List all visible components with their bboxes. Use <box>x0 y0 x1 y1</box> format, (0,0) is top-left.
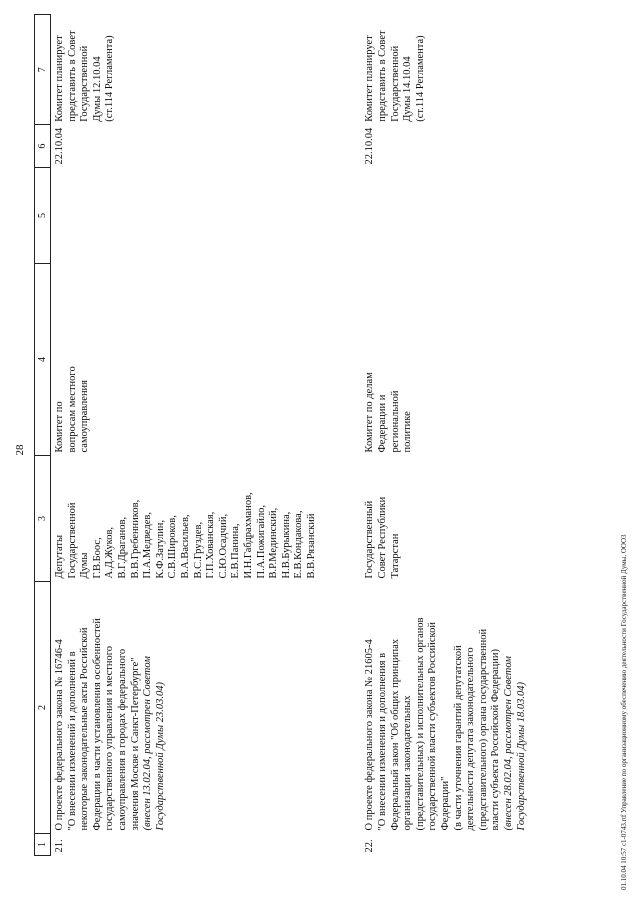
bill-line: Федерации" <box>440 776 452 831</box>
initiator-line: Думы <box>79 552 91 579</box>
plan-line: Комитет планирует <box>364 35 376 122</box>
bill-line: организации законодательных <box>402 695 414 831</box>
initiator-line: В.А.Васильев, <box>179 514 191 579</box>
committee-line: Федерации и <box>377 394 389 453</box>
initiator-line: В.С.Груздев, <box>192 521 204 579</box>
initiator-line: Г.П.Хованская, <box>205 511 217 579</box>
plan-line: представить в Совет <box>377 30 389 122</box>
bill-line: (представительных) и исполнительных органов <box>414 617 426 831</box>
bill-title-cell <box>318 582 528 834</box>
column-header-6: 6 <box>35 125 51 168</box>
footer-note: 01.10.04 10:57 c1-0743.rtf Управление по организационному обеспечению деятельности Государственной Думы, ООО3 <box>620 534 628 890</box>
column-header-2: 2 <box>35 582 51 834</box>
initiator-line: В.В.Рязанский <box>305 513 317 579</box>
bill-line: некоторые законодательные акты Российской <box>79 627 91 831</box>
table-row <box>51 15 319 856</box>
plan-line: Думы 14.10.04 <box>402 56 414 122</box>
initiator-line: П.А.Пожигайло, <box>255 504 267 579</box>
initiator-line: Государственной <box>66 502 78 579</box>
initiator-line: К.Ф.Затулин, <box>154 519 166 579</box>
bill-line: деятельности депутата законодательного <box>465 647 477 831</box>
column-header-3: 3 <box>35 456 51 582</box>
bill-line: значения Москве и Санкт-Петербурге" <box>129 657 141 831</box>
initiator-line: В.Р.Мединский, <box>268 507 280 579</box>
initiator-line: Г.В.Боос, <box>91 537 103 579</box>
bill-line: самоуправления в городах федерального <box>116 648 128 831</box>
initiator-line: В.Г.Драганов, <box>116 516 128 579</box>
bill-line: "О внесении изменения и дополнения в <box>377 652 389 831</box>
plan-cell <box>51 15 319 125</box>
committee-line: Комитет по делам <box>364 372 376 453</box>
initiator-line: С.В.Широков, <box>167 515 179 579</box>
initiator-line: И.Н.Габдрахманов, <box>242 492 254 579</box>
initiator-line: Депутаты <box>54 534 65 579</box>
initiator-line: Е.В.Панина, <box>230 523 242 579</box>
column-header-1: 1 <box>35 834 51 856</box>
bill-line: власти субъекта Российской Федерации) <box>490 649 502 831</box>
date-cell <box>318 125 528 168</box>
initiator-line: С.Ю.Осадчий, <box>217 513 229 579</box>
date: 22.10.04 <box>54 127 65 165</box>
initiator-line: Е.В.Кондакова, <box>293 510 305 579</box>
bill-line: государственной власти субъектов Российской <box>427 622 439 831</box>
bill-title-cell <box>51 582 319 834</box>
column-header-4: 4 <box>35 264 51 456</box>
row-number-cell <box>51 834 319 856</box>
bill-line: (в части уточнения гарантий депутатской <box>452 645 464 831</box>
initiator-line: В.В.Гребенников, <box>129 499 141 579</box>
row-number: 22. <box>364 839 376 853</box>
row-number-cell <box>318 834 528 856</box>
committee-line: Комитет по <box>54 401 65 453</box>
date: 22.10.04 <box>364 127 376 165</box>
empty-cell <box>318 168 528 264</box>
plan-line: Государственной <box>389 45 401 122</box>
bill-line: государственного управления и местного <box>104 645 116 831</box>
plan-line: Государственной <box>79 45 91 122</box>
initiator-line: П.А.Медведев, <box>142 512 154 579</box>
initiator-cell <box>51 456 319 582</box>
initiator-line: А.Д.Жуков, <box>104 526 116 579</box>
initiator-line: Татарстан <box>389 533 401 579</box>
bill_note-line: (внесен 13.02.04, рассмотрен Советом <box>142 656 154 831</box>
date-cell <box>51 125 319 168</box>
bill-line: Федерации в части установления особенностей <box>91 618 103 831</box>
bill-line: (представительного) органа государственной <box>477 628 489 831</box>
table-row <box>318 15 528 856</box>
plan-line: (ст.114 Регламента) <box>104 35 116 122</box>
plan-line: Комитет планирует <box>54 35 65 122</box>
committee-cell <box>51 264 319 456</box>
page-number: 28 <box>14 444 26 456</box>
committee-line: вопросам местного <box>66 366 78 453</box>
bill-line: "О внесении изменений и дополнений в <box>66 651 78 831</box>
committee-line: самоуправления <box>79 379 91 453</box>
column-number-row <box>35 15 51 856</box>
column-header-7: 7 <box>35 15 51 125</box>
plan-line: (ст.114 Регламента) <box>414 35 426 122</box>
plan-line: представить в Совет <box>66 30 78 122</box>
committee-cell <box>318 264 528 456</box>
committee-line: региональной <box>389 390 401 453</box>
empty-cell <box>51 168 319 264</box>
row-number: 21. <box>54 839 65 853</box>
bill_note-line: Государственной Думы 18.03.04) <box>515 682 527 831</box>
plan-cell <box>318 15 528 125</box>
bill_note-line: (внесен 28.02.04, рассмотрен Советом <box>503 656 514 831</box>
bill_note-line: Государственной Думы 23.03.04) <box>154 682 166 831</box>
committee-line: политике <box>402 411 414 453</box>
bill-line: Федеральный закон "Об общих принципах <box>389 638 401 831</box>
bill-line: О проекте федерального закона № 21605-4 <box>364 639 376 831</box>
initiator-line: Совет Республики <box>377 496 389 579</box>
initiator-line: Н.В.Бурыкина, <box>280 511 292 579</box>
initiator-line: Государственный <box>364 500 376 579</box>
bill-line: О проекте федерального закона № 16746-4 <box>54 639 65 831</box>
bills-table <box>34 14 528 856</box>
initiator-cell <box>318 456 528 582</box>
plan-line: Думы 12.10.04 <box>91 56 103 122</box>
column-header-5: 5 <box>35 168 51 264</box>
